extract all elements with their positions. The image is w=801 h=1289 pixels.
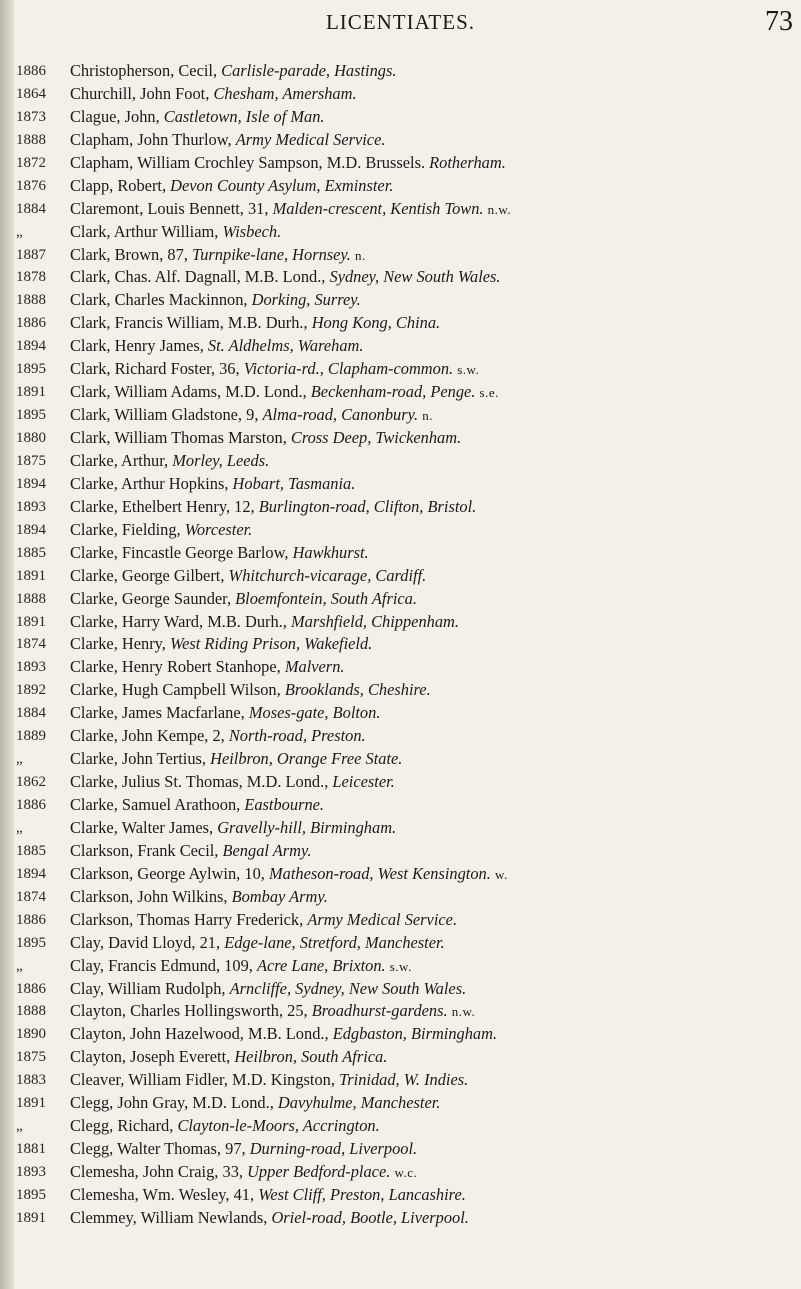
- registration-year: 1887: [16, 246, 46, 263]
- registration-year: 1875: [16, 1049, 46, 1066]
- licentiate-name: Clarke, John Kempe, 2,: [70, 726, 229, 746]
- registration-year: 1874: [16, 888, 46, 905]
- registration-year: 1894: [16, 521, 46, 538]
- registration-year: 1886: [16, 315, 46, 332]
- licentiate-address: Marshfield, Chippenham.: [290, 611, 459, 631]
- licentiate-address: Turnpike-lane, Hornsey.: [192, 244, 351, 264]
- list-item: [70, 1184, 798, 1207]
- licentiate-name: Clark, Brown, 87,: [70, 244, 193, 264]
- licentiate-name: Clarkson, John Wilkins,: [70, 886, 232, 906]
- licentiate-address: Upper Bedford-place.: [247, 1162, 391, 1181]
- list-item: [70, 1069, 798, 1092]
- registration-year: 1888: [16, 131, 46, 148]
- licentiate-address: Castletown, Isle of Man.: [163, 106, 325, 126]
- list-item: [70, 198, 798, 221]
- licentiate-address: Clayton-le-Moors, Accrington.: [177, 1116, 380, 1136]
- registration-year: 1889: [16, 728, 46, 745]
- licentiate-address: Sydney, New South Wales.: [329, 267, 501, 287]
- licentiate-address: Brooklands, Cheshire.: [284, 680, 431, 700]
- list-item: [70, 60, 798, 83]
- list-item: [70, 840, 798, 863]
- licentiate-name: Christopherson, Cecil,: [70, 61, 222, 80]
- registration-year: 1888: [16, 590, 46, 607]
- list-item: [70, 932, 798, 955]
- list-item: [70, 1207, 798, 1230]
- licentiate-name: Clapham, John Thurlow,: [70, 129, 236, 149]
- list-item: [70, 1161, 798, 1184]
- registration-year: 1888: [16, 1003, 46, 1020]
- postal-district: n.: [422, 408, 433, 424]
- registration-year: 1895: [16, 1186, 46, 1203]
- licentiate-address: Burlington-road, Clifton, Bristol.: [258, 496, 477, 516]
- list-item: [70, 863, 798, 886]
- page-header: [0, 6, 801, 36]
- registration-year: 1876: [16, 177, 46, 194]
- licentiate-address: Davyhulme, Manchester.: [277, 1093, 441, 1113]
- registration-year: 1888: [16, 292, 46, 309]
- licentiate-name: Clark, Arthur William,: [70, 221, 223, 241]
- registration-year: 1895: [16, 361, 46, 378]
- licentiate-name: Clayton, John Hazelwood, M.B. Lond.,: [70, 1024, 333, 1044]
- licentiate-name: Clark, William Adams, M.D. Lond.,: [70, 382, 311, 402]
- licentiate-name: Clay, William Rudolph,: [70, 978, 230, 998]
- licentiate-name: Clapham, William Crochley Sampson, M.D. Brussels.: [70, 152, 430, 172]
- licentiate-name: Clarke, Ethelbert Henry, 12,: [70, 496, 259, 516]
- licentiate-address: Wisbech.: [222, 221, 282, 241]
- list-item: [70, 381, 798, 404]
- licentiate-name: Clegg, Richard,: [70, 1116, 178, 1136]
- licentiate-name: Clay, Francis Edmund, 109,: [70, 955, 257, 975]
- licentiate-name: Clark, William Gladstone, 9,: [70, 405, 263, 425]
- licentiate-name: Clemmey, William Newlands,: [70, 1207, 272, 1227]
- licentiate-name: Clarke, Walter James,: [70, 817, 218, 837]
- list-item: [70, 335, 798, 358]
- registration-year: 1886: [16, 911, 46, 928]
- list-item: [70, 542, 798, 565]
- licentiate-name: Clayton, Charles Hollingsworth, 25,: [70, 1001, 312, 1021]
- licentiate-address: Army Medical Service.: [235, 129, 386, 149]
- registration-year: 1862: [16, 774, 46, 791]
- list-item: [70, 221, 798, 244]
- running-title: LICENTIATES.: [325, 10, 476, 34]
- licentiate-address: Devon County Asylum, Exminster.: [170, 175, 394, 195]
- licentiate-name: Clark, William Thomas Marston,: [70, 428, 291, 447]
- list-item: [70, 1023, 798, 1046]
- licentiate-name: Clarke, Harry Ward, M.B. Durh.,: [70, 611, 291, 631]
- registration-year: 1893: [16, 1164, 46, 1180]
- registration-year: 1894: [16, 475, 46, 492]
- licentiate-address: Leicester.: [332, 772, 395, 792]
- registration-year: 1880: [16, 430, 46, 446]
- registration-year: 1874: [16, 636, 46, 653]
- licentiate-address: Victoria-rd., Clapham-common.: [243, 359, 454, 379]
- licentiate-address: Edge-lane, Stretford, Manchester.: [224, 932, 445, 952]
- list-item: [70, 978, 798, 1001]
- registration-year: 1864: [16, 85, 46, 102]
- licentiate-address: Gravelly-hill, Birmingham.: [217, 817, 397, 837]
- list-item: [70, 519, 798, 542]
- list-item: [70, 358, 798, 381]
- licentiate-name: Clarke, Henry Robert Stanhope,: [70, 657, 285, 677]
- list-item: [70, 1115, 798, 1138]
- licentiate-address: Heilbron, Orange Free State.: [210, 749, 403, 769]
- postal-district: n.w.: [451, 1004, 476, 1020]
- registration-year: 1891: [16, 1095, 46, 1112]
- licentiate-name: Clemesha, John Craig, 33,: [70, 1162, 248, 1181]
- list-item: [70, 1138, 798, 1161]
- licentiate-name: Clark, Charles Mackinnon,: [70, 290, 252, 310]
- list-item: [70, 473, 798, 496]
- licentiate-address: Alma-road, Canonbury.: [262, 405, 419, 425]
- list-item: [70, 404, 798, 427]
- list-item: [70, 588, 798, 611]
- licentiate-address: Heilbron, South Africa.: [234, 1047, 388, 1067]
- registration-year: „: [16, 819, 23, 836]
- list-item: [70, 1092, 798, 1115]
- licentiate-address: West Cliff, Preston, Lancashire.: [258, 1184, 466, 1204]
- licentiate-name: Clarke, Arthur Hopkins,: [70, 473, 233, 493]
- licentiate-name: Clark, Francis William, M.B. Durh.,: [70, 313, 312, 333]
- licentiate-address: Oriel-road, Bootle, Liverpool.: [271, 1207, 469, 1227]
- licentiate-name: Clarke, Fielding,: [70, 519, 185, 539]
- postal-district: s.w.: [457, 362, 480, 378]
- list-item: [70, 106, 798, 129]
- licentiate-address: Arncliffe, Sydney, New South Wales.: [229, 978, 467, 998]
- licentiate-address: Hong Kong, China.: [311, 313, 441, 333]
- page-gutter-shadow: [0, 0, 14, 1289]
- licentiate-address: Eastbourne.: [244, 795, 325, 814]
- licentiate-name: Clapp, Robert,: [70, 175, 171, 195]
- licentiate-name: Clarke, Fincastle George Barlow,: [70, 542, 293, 562]
- licentiate-address: Army Medical Service.: [307, 909, 458, 929]
- list-item: [70, 83, 798, 106]
- licentiate-address: North-road, Preston.: [228, 726, 366, 746]
- registration-year: 1878: [16, 269, 46, 286]
- registration-year: 1886: [16, 797, 46, 813]
- licentiate-address: Hobart, Tasmania.: [232, 473, 356, 493]
- registration-year: 1894: [16, 865, 46, 882]
- licentiate-name: Clegg, Walter Thomas, 97,: [70, 1139, 250, 1159]
- licentiate-address: Morley, Leeds.: [172, 450, 270, 470]
- registration-year: „: [16, 751, 23, 768]
- licentiate-name: Clarke, George Gilbert,: [70, 565, 229, 585]
- licentiate-address: Dorking, Surrey.: [251, 290, 361, 310]
- list-item: [70, 794, 798, 817]
- list-item: [70, 679, 798, 702]
- licentiate-name: Clemesha, Wm. Wesley, 41,: [70, 1184, 259, 1204]
- list-item: [70, 702, 798, 725]
- licentiate-address: Chesham, Amersham.: [213, 83, 357, 103]
- licentiate-list: [70, 60, 798, 1230]
- list-item: [70, 886, 798, 909]
- registration-year: 1891: [16, 567, 46, 584]
- licentiate-name: Clarke, George Saunder,: [70, 588, 236, 608]
- list-item: [70, 152, 798, 175]
- licentiate-address: St. Aldhelms, Wareham.: [207, 336, 364, 356]
- licentiate-name: Clay, David Lloyd, 21,: [70, 932, 225, 952]
- registration-year: 1894: [16, 338, 46, 355]
- list-item: [70, 656, 798, 679]
- postal-district: w.: [494, 866, 508, 882]
- licentiate-name: Clarke, Julius St. Thomas, M.D. Lond.,: [70, 772, 333, 792]
- licentiate-name: Clark, Chas. Alf. Dagnall, M.B. Lond.,: [70, 267, 330, 287]
- registration-year: 1885: [16, 544, 46, 561]
- licentiate-name: Clarke, John Tertius,: [70, 749, 211, 769]
- postal-district: s.w.: [389, 958, 412, 974]
- licentiate-address: Worcester.: [184, 519, 253, 539]
- licentiate-address: Malden-crescent, Kentish Town.: [272, 198, 484, 218]
- registration-year: 1885: [16, 842, 46, 859]
- registration-year: 1875: [16, 452, 46, 469]
- licentiate-name: Clarke, Samuel Arathoon,: [70, 795, 245, 814]
- licentiate-address: Rotherham.: [429, 152, 506, 172]
- licentiate-name: Cleaver, William Fidler, M.D. Kingston,: [70, 1070, 340, 1090]
- licentiate-address: Edgbaston, Birmingham.: [332, 1024, 498, 1044]
- registration-year: „: [16, 223, 23, 240]
- list-item: [70, 266, 798, 289]
- licentiate-name: Clarke, Arthur,: [70, 450, 173, 470]
- list-item: [70, 427, 798, 450]
- list-item: [70, 725, 798, 748]
- licentiate-address: Bombay Army.: [231, 886, 328, 906]
- list-item: [70, 496, 798, 519]
- registration-year: 1884: [16, 200, 46, 217]
- list-item: [70, 175, 798, 198]
- list-item: [70, 633, 798, 656]
- list-item: [70, 1000, 798, 1023]
- licentiate-address: Broadhurst-gardens.: [311, 1001, 448, 1021]
- licentiate-name: Clayton, Joseph Everett,: [70, 1047, 235, 1067]
- licentiate-name: Clarke, James Macfarlane,: [70, 703, 249, 723]
- registration-year: 1886: [16, 63, 46, 79]
- registration-year: 1895: [16, 407, 46, 424]
- licentiate-name: Clegg, John Gray, M.D. Lond.,: [70, 1093, 278, 1113]
- licentiate-name: Clarkson, Frank Cecil,: [70, 840, 223, 860]
- licentiate-address: West Riding Prison, Wakefield.: [169, 634, 373, 654]
- list-item: [70, 244, 798, 267]
- registration-year: 1884: [16, 705, 46, 722]
- licentiate-address: Moses-gate, Bolton.: [248, 703, 381, 723]
- page-number: 73: [765, 6, 793, 37]
- licentiate-name: Churchill, John Foot,: [70, 83, 214, 103]
- list-item: [70, 289, 798, 312]
- licentiate-name: Clague, John,: [70, 106, 164, 126]
- postal-district: n.: [355, 247, 366, 263]
- list-item: [70, 748, 798, 771]
- list-item: [70, 450, 798, 473]
- registration-year: 1872: [16, 154, 46, 171]
- licentiate-name: Clark, Richard Foster, 36,: [70, 359, 244, 379]
- licentiate-address: Acre Lane, Brixton.: [256, 955, 386, 975]
- registration-year: 1890: [16, 1026, 46, 1043]
- licentiate-address: Cross Deep, Twickenham.: [290, 428, 462, 447]
- list-item: [70, 312, 798, 335]
- licentiate-name: Clarke, Henry,: [70, 634, 170, 654]
- postal-district: w.c.: [394, 1165, 418, 1180]
- licentiate-name: Claremont, Louis Bennett, 31,: [70, 198, 273, 218]
- registration-year: 1895: [16, 934, 46, 951]
- licentiate-address: Durning-road, Liverpool.: [249, 1139, 418, 1159]
- year-column: [16, 60, 60, 1230]
- licentiate-address: Whitchurch-vicarage, Cardiff.: [228, 565, 427, 585]
- list-item: [70, 565, 798, 588]
- licentiate-address: Malvern.: [284, 657, 345, 677]
- postal-district: n.w.: [487, 201, 512, 217]
- registration-year: 1892: [16, 682, 46, 699]
- registration-year: 1891: [16, 384, 46, 401]
- list-item: [70, 1046, 798, 1069]
- registration-year: 1893: [16, 659, 46, 676]
- registration-year: 1893: [16, 498, 46, 515]
- licentiate-name: Clarkson, George Aylwin, 10,: [70, 863, 269, 883]
- licentiate-address: Beckenham-road, Penge.: [310, 382, 476, 402]
- list-item: [70, 129, 798, 152]
- registration-year: 1891: [16, 1209, 46, 1226]
- licentiate-address: Hawkhurst.: [292, 542, 369, 562]
- postal-district: s.e.: [479, 385, 499, 401]
- licentiate-address: Trinidad, W. Indies.: [339, 1070, 469, 1090]
- list-item: [70, 771, 798, 794]
- registration-year: „: [16, 1118, 23, 1135]
- licentiate-address: Bloemfontein, South Africa.: [235, 588, 417, 608]
- list-item: [70, 955, 798, 978]
- licentiate-name: Clarkson, Thomas Harry Frederick,: [70, 909, 308, 929]
- licentiate-name: Clark, Henry James,: [70, 336, 208, 356]
- licentiate-address: Matheson-road, West Kensington.: [268, 863, 491, 883]
- list-item: [70, 817, 798, 840]
- licentiate-address: Carlisle-parade, Hastings.: [221, 61, 397, 80]
- licentiate-address: Bengal Army.: [222, 840, 312, 860]
- registration-year: 1883: [16, 1072, 46, 1089]
- list-item: [70, 909, 798, 932]
- registration-year: „: [16, 957, 23, 974]
- registration-year: 1886: [16, 980, 46, 997]
- registration-year: 1873: [16, 108, 46, 125]
- list-item: [70, 611, 798, 634]
- registration-year: 1881: [16, 1141, 46, 1158]
- licentiate-name: Clarke, Hugh Campbell Wilson,: [70, 680, 285, 700]
- registration-year: 1891: [16, 613, 46, 630]
